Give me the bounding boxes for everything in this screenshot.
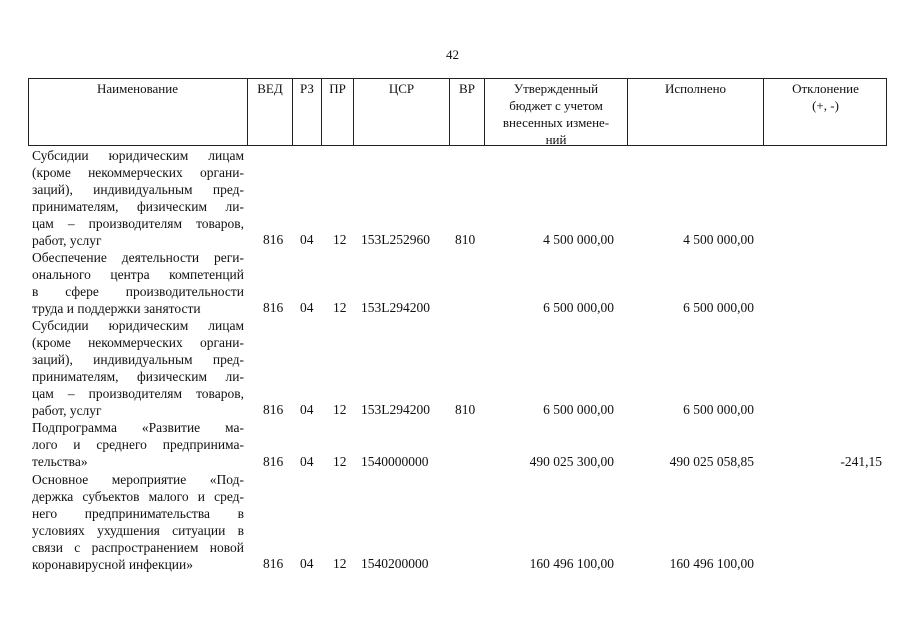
row-name-line: него предпринимательства в	[32, 505, 244, 521]
row-csr: 153L252960	[361, 232, 430, 247]
row-ved: 816	[263, 232, 284, 247]
header-budget-line: бюджет с учетом	[509, 98, 603, 113]
row-name-line: связи с распространением новой	[32, 539, 244, 555]
row-name-line: заций), индивидуальным пред-	[32, 181, 244, 197]
row-ved: 816	[263, 556, 284, 571]
row-name-line: Субсидии юридическим лицам	[32, 148, 244, 163]
row-name	[32, 148, 244, 249]
header-name: Наименование	[97, 81, 178, 96]
row-pr: 12	[333, 300, 347, 315]
row-deviation: -241,15	[840, 454, 882, 469]
row-name-line: Основное мероприятие «Под-	[32, 472, 244, 487]
row-name	[32, 472, 244, 573]
row-rz: 04	[300, 454, 314, 469]
row-name-line: в сфере производительности	[32, 283, 244, 299]
row-name-line: лого и среднего предпринима-	[32, 436, 244, 452]
row-name-line: тельства»	[32, 453, 88, 469]
row-budget: 6 500 000,00	[543, 300, 614, 315]
row-name-line: работ, услуг	[32, 232, 102, 248]
header-budget	[484, 78, 627, 146]
row-executed: 6 500 000,00	[683, 300, 754, 315]
header-rz: РЗ	[292, 78, 321, 146]
row-name-line: Обеспечение деятельности реги-	[32, 250, 244, 265]
row-rz: 04	[300, 300, 314, 315]
row-vr: 810	[455, 402, 476, 417]
row-rz: 04	[300, 232, 314, 247]
row-ved: 816	[263, 300, 284, 315]
row-ved: 816	[263, 402, 284, 417]
row-csr: 1540200000	[361, 556, 429, 571]
header-ved: ВЕД	[247, 78, 292, 146]
row-name-line: держка субъектов малого и сред-	[32, 488, 244, 504]
row-name-line: (кроме некоммерческих органи-	[32, 164, 244, 180]
header-budget-line: внесенных измене-	[502, 115, 610, 130]
row-executed: 4 500 000,00	[683, 232, 754, 247]
row-name-line: онального центра компетенций	[32, 266, 244, 282]
row-rz: 04	[300, 556, 314, 571]
header-deviation-line: Отклонение	[792, 81, 859, 96]
row-name-line: работ, услуг	[32, 402, 102, 418]
table-row	[28, 250, 887, 318]
row-rz: 04	[300, 402, 314, 417]
header-deviation-line: (+, -)	[812, 98, 839, 113]
row-name-line: условиях ухудшения ситуации в	[32, 522, 244, 538]
table-header	[28, 78, 887, 146]
row-budget: 490 025 300,00	[529, 454, 614, 469]
row-name	[32, 420, 244, 471]
row-executed: 160 496 100,00	[669, 556, 754, 571]
row-name-line: принимателям, физическим ли-	[32, 368, 244, 384]
row-budget: 4 500 000,00	[543, 232, 614, 247]
header-csr: ЦСР	[353, 78, 449, 146]
row-name-line: принимателям, физическим ли-	[32, 198, 244, 214]
header-budget-line: ний	[545, 132, 567, 147]
row-pr: 12	[333, 402, 347, 417]
row-csr: 153L294200	[361, 300, 430, 315]
table-row	[28, 472, 887, 576]
row-name	[32, 318, 244, 419]
page-number: 42	[446, 47, 459, 62]
row-executed: 6 500 000,00	[683, 402, 754, 417]
header-pr: ПР	[321, 78, 353, 146]
table-row	[28, 420, 887, 472]
row-name-line: Субсидии юридическим лицам	[32, 318, 244, 333]
row-name-line: труда и поддержки занятости	[32, 300, 201, 316]
row-csr: 153L294200	[361, 402, 430, 417]
row-executed: 490 025 058,85	[669, 454, 754, 469]
row-name-line: цам – производителям товаров,	[32, 385, 244, 401]
row-pr: 12	[333, 232, 347, 247]
row-pr: 12	[333, 556, 347, 571]
row-name-line: коронавирусной инфекции»	[32, 556, 193, 572]
row-name	[32, 250, 244, 318]
header-vr: ВР	[449, 78, 484, 146]
table-row	[28, 148, 887, 250]
row-pr: 12	[333, 454, 347, 469]
row-name-line: Подпрограмма «Развитие ма-	[32, 420, 244, 435]
row-vr: 810	[455, 232, 476, 247]
row-budget: 6 500 000,00	[543, 402, 614, 417]
header-deviation	[763, 78, 887, 146]
row-csr: 1540000000	[361, 454, 429, 469]
row-name-line: цам – производителям товаров,	[32, 215, 244, 231]
row-name-line: заций), индивидуальным пред-	[32, 351, 244, 367]
header-executed: Исполнено	[627, 78, 763, 146]
table-row	[28, 318, 887, 420]
header-budget-line: Утвержденный	[513, 81, 599, 96]
row-budget: 160 496 100,00	[529, 556, 614, 571]
row-name-line: (кроме некоммерческих органи-	[32, 334, 244, 350]
row-ved: 816	[263, 454, 284, 469]
